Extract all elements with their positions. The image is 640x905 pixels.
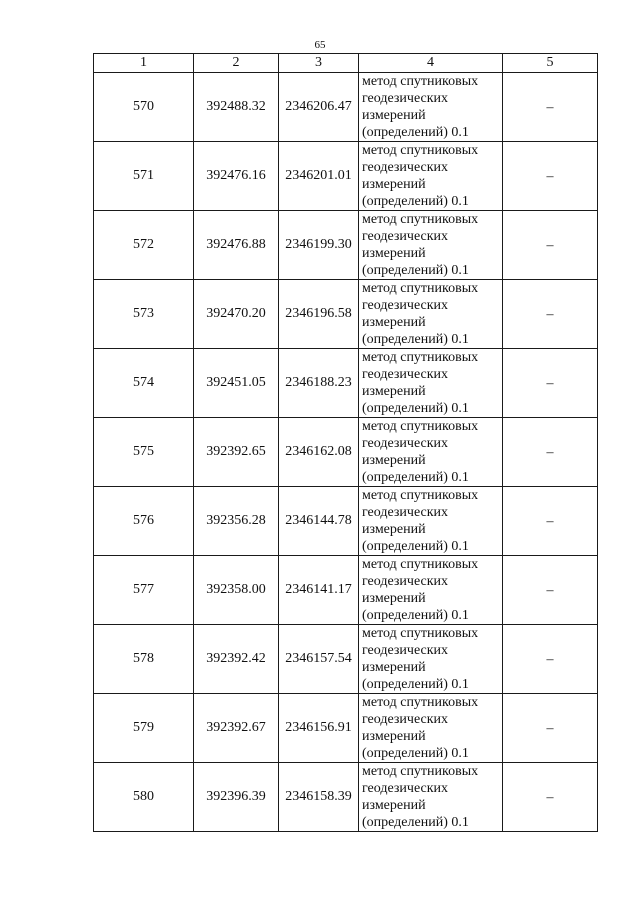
note-cell — [503, 280, 598, 349]
y-coordinate-cell: 2346199.30 — [279, 211, 359, 280]
method-line: метод спутниковых — [362, 488, 479, 503]
table-row — [94, 763, 598, 832]
coordinates-table — [93, 53, 598, 832]
page-number: 65 — [314, 39, 326, 51]
method-cell — [359, 418, 503, 487]
method-line: (определений) 0.1 — [362, 539, 469, 554]
note-dash: – — [546, 307, 554, 322]
x-coordinate-cell: 392392.67 — [194, 694, 279, 763]
note-cell — [503, 349, 598, 418]
method-line: (определений) 0.1 — [362, 332, 469, 347]
header-row — [94, 54, 598, 73]
y-coordinate-cell: 2346206.47 — [279, 73, 359, 142]
method-line: измерений — [362, 798, 426, 813]
method-cell — [359, 73, 503, 142]
header-col-2: 2 — [194, 54, 279, 73]
method-cell — [359, 556, 503, 625]
header-col-4: 4 — [359, 54, 503, 73]
point-number-cell: 572 — [94, 211, 194, 280]
method-line: (определений) 0.1 — [362, 608, 469, 623]
method-line: измерений — [362, 177, 426, 192]
note-cell — [503, 73, 598, 142]
y-coordinate-cell: 2346141.17 — [279, 556, 359, 625]
note-cell — [503, 211, 598, 280]
point-number-cell: 573 — [94, 280, 194, 349]
method-line: измерений — [362, 384, 426, 399]
method-line: геодезических — [362, 298, 449, 313]
method-line: геодезических — [362, 229, 449, 244]
method-line: метод спутниковых — [362, 764, 479, 779]
method-line: (определений) 0.1 — [362, 194, 469, 209]
method-line: метод спутниковых — [362, 419, 479, 434]
table-row — [94, 556, 598, 625]
table-row — [94, 142, 598, 211]
method-line: (определений) 0.1 — [362, 746, 469, 761]
y-coordinate-cell: 2346158.39 — [279, 763, 359, 832]
note-dash: – — [546, 514, 554, 529]
method-line: метод спутниковых — [362, 626, 479, 641]
method-line: метод спутниковых — [362, 281, 479, 296]
x-coordinate-cell: 392476.16 — [194, 142, 279, 211]
method-line: метод спутниковых — [362, 557, 479, 572]
method-line: (определений) 0.1 — [362, 677, 469, 692]
note-cell — [503, 556, 598, 625]
x-coordinate-cell: 392488.32 — [194, 73, 279, 142]
x-coordinate-cell: 392476.88 — [194, 211, 279, 280]
point-number-cell: 576 — [94, 487, 194, 556]
table-row — [94, 625, 598, 694]
point-number-cell: 571 — [94, 142, 194, 211]
note-cell — [503, 625, 598, 694]
x-coordinate-cell: 392392.42 — [194, 625, 279, 694]
x-coordinate-cell: 392396.39 — [194, 763, 279, 832]
table-row — [94, 694, 598, 763]
note-cell — [503, 418, 598, 487]
header-col-1: 1 — [94, 54, 194, 73]
x-coordinate-cell: 392470.20 — [194, 280, 279, 349]
point-number-cell: 570 — [94, 73, 194, 142]
note-dash: – — [546, 790, 554, 805]
method-line: (определений) 0.1 — [362, 401, 469, 416]
note-dash: – — [546, 238, 554, 253]
point-number-cell: 578 — [94, 625, 194, 694]
method-cell — [359, 487, 503, 556]
method-cell — [359, 763, 503, 832]
method-line: измерений — [362, 315, 426, 330]
table-body — [94, 73, 598, 832]
method-line: метод спутниковых — [362, 74, 479, 89]
table-row — [94, 418, 598, 487]
point-number-cell: 580 — [94, 763, 194, 832]
note-dash: – — [546, 652, 554, 667]
method-cell — [359, 280, 503, 349]
table-row — [94, 73, 598, 142]
method-line: измерений — [362, 591, 426, 606]
table-header — [94, 54, 598, 73]
method-cell — [359, 211, 503, 280]
y-coordinate-cell: 2346144.78 — [279, 487, 359, 556]
x-coordinate-cell: 392451.05 — [194, 349, 279, 418]
table-row — [94, 487, 598, 556]
method-line: (определений) 0.1 — [362, 263, 469, 278]
method-line: измерений — [362, 246, 426, 261]
note-dash: – — [546, 583, 554, 598]
point-number-cell: 574 — [94, 349, 194, 418]
method-line: метод спутниковых — [362, 695, 479, 710]
y-coordinate-cell: 2346196.58 — [279, 280, 359, 349]
method-line: геодезических — [362, 643, 449, 658]
note-dash: – — [546, 445, 554, 460]
method-line: геодезических — [362, 574, 449, 589]
y-coordinate-cell: 2346157.54 — [279, 625, 359, 694]
table-row — [94, 349, 598, 418]
header-col-3: 3 — [279, 54, 359, 73]
note-cell — [503, 763, 598, 832]
point-number-cell: 579 — [94, 694, 194, 763]
method-cell — [359, 349, 503, 418]
method-line: геодезических — [362, 781, 449, 796]
method-line: измерений — [362, 522, 426, 537]
method-cell — [359, 694, 503, 763]
point-number-cell: 577 — [94, 556, 194, 625]
method-line: (определений) 0.1 — [362, 815, 469, 830]
note-cell — [503, 694, 598, 763]
method-line: измерений — [362, 108, 426, 123]
method-line: (определений) 0.1 — [362, 125, 469, 140]
y-coordinate-cell: 2346188.23 — [279, 349, 359, 418]
note-dash: – — [546, 100, 554, 115]
header-col-5: 5 — [503, 54, 598, 73]
method-line: геодезических — [362, 160, 449, 175]
x-coordinate-cell: 392356.28 — [194, 487, 279, 556]
method-line: геодезических — [362, 367, 449, 382]
method-line: геодезических — [362, 505, 449, 520]
method-line: геодезических — [362, 712, 449, 727]
y-coordinate-cell: 2346156.91 — [279, 694, 359, 763]
y-coordinate-cell: 2346162.08 — [279, 418, 359, 487]
method-line: метод спутниковых — [362, 212, 479, 227]
y-coordinate-cell: 2346201.01 — [279, 142, 359, 211]
method-line: метод спутниковых — [362, 350, 479, 365]
table-row — [94, 280, 598, 349]
method-cell — [359, 625, 503, 694]
method-line: геодезических — [362, 91, 449, 106]
method-line: геодезических — [362, 436, 449, 451]
note-dash: – — [546, 169, 554, 184]
note-cell — [503, 487, 598, 556]
x-coordinate-cell: 392392.65 — [194, 418, 279, 487]
x-coordinate-cell: 392358.00 — [194, 556, 279, 625]
table-row — [94, 211, 598, 280]
method-line: (определений) 0.1 — [362, 470, 469, 485]
method-line: измерений — [362, 660, 426, 675]
method-cell — [359, 142, 503, 211]
method-line: измерений — [362, 729, 426, 744]
note-dash: – — [546, 376, 554, 391]
note-cell — [503, 142, 598, 211]
point-number-cell: 575 — [94, 418, 194, 487]
method-line: метод спутниковых — [362, 143, 479, 158]
note-dash: – — [546, 721, 554, 736]
method-line: измерений — [362, 453, 426, 468]
